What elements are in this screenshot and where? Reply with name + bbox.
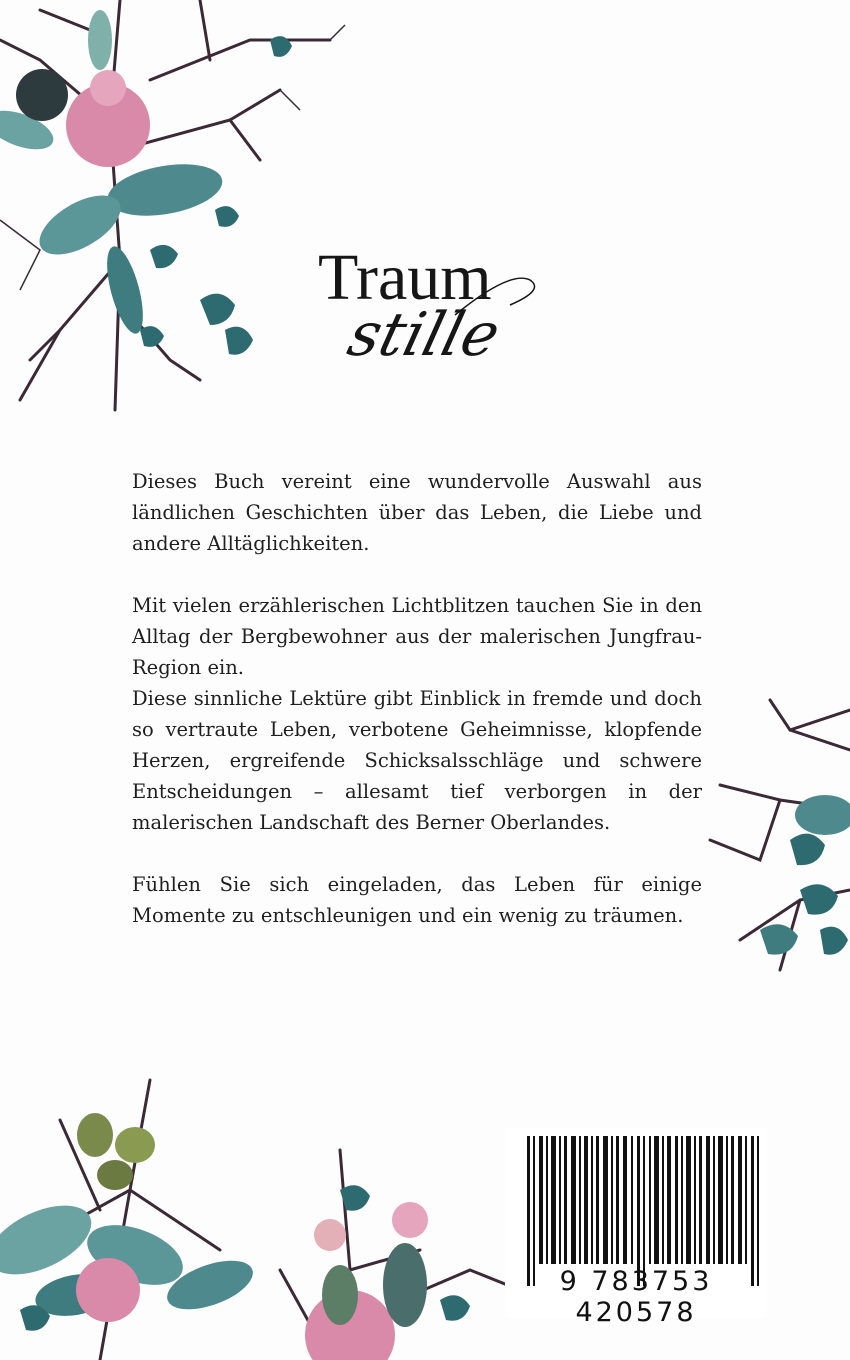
title-main: Traum	[318, 241, 492, 314]
floral-decoration-right	[700, 690, 850, 990]
isbn-barcode	[505, 1128, 767, 1328]
blurb-paragraph: Diese sinnliche Lektüre gibt Einblick in fremde und doch so vertraute Leben, verbotene Geheimnisse, klopfende Herzen, ergreifende Schicksalsschläge und schwere Entscheidungen – allesamt tief verborgen in der malerischen Landschaft des Berner Oberlandes.	[132, 687, 702, 834]
isbn-number: 9 783753 420578	[559, 1266, 713, 1328]
barcode-bars	[527, 1136, 767, 1286]
blurb-paragraph: Fühlen Sie sich eingeladen, das Leben für einige Momente zu entschleunigen und ein wenig zu träumen.	[132, 873, 702, 927]
blurb-paragraph: Dieses Buch vereint eine wundervolle Auswahl aus ländlichen Geschichten über das Leben, die Liebe und andere Alltäglichkeiten.	[132, 470, 702, 555]
book-title	[300, 230, 560, 420]
blurb-paragraph: Mit vielen erzählerischen Lichtblitzen tauchen Sie in den Alltag der Bergbewohner aus der malerischen Jungfrau-Region ein.	[132, 594, 702, 679]
floral-decoration-bottom-left	[0, 1070, 520, 1360]
title-sub: stille	[341, 300, 507, 370]
back-cover-blurb	[132, 466, 702, 931]
